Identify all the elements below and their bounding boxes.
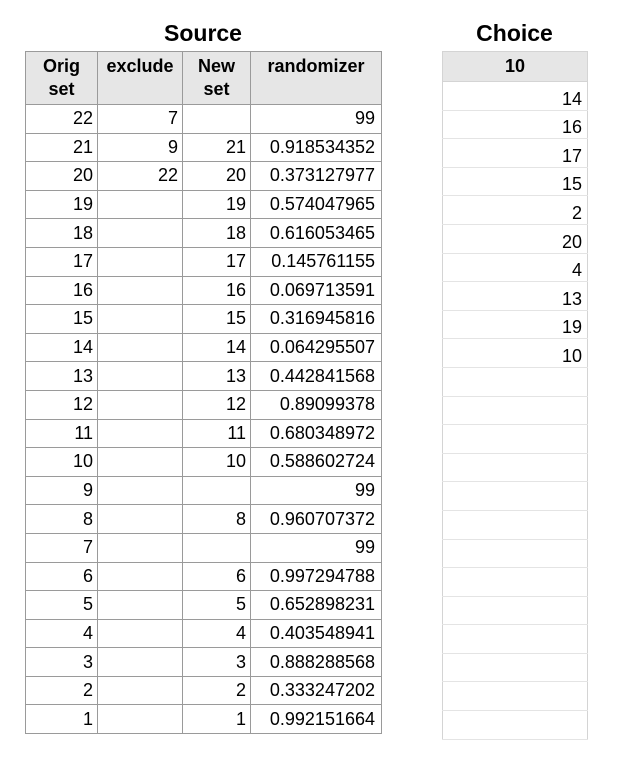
choice-cell[interactable] bbox=[443, 482, 588, 511]
orig-set-cell[interactable]: 3 bbox=[26, 648, 98, 677]
randomizer-cell[interactable]: 0.403548941 bbox=[251, 619, 382, 648]
header-randomizer[interactable]: randomizer bbox=[251, 52, 382, 105]
orig-set-cell[interactable]: 21 bbox=[26, 133, 98, 162]
randomizer-cell[interactable]: 0.960707372 bbox=[251, 505, 382, 534]
choice-cell[interactable] bbox=[443, 596, 588, 625]
table-row bbox=[443, 282, 588, 311]
orig-set-cell[interactable]: 22 bbox=[26, 105, 98, 134]
choice-cell[interactable] bbox=[443, 396, 588, 425]
exclude-cell[interactable] bbox=[98, 419, 183, 448]
orig-set-cell[interactable]: 20 bbox=[26, 162, 98, 191]
table-row bbox=[26, 533, 382, 562]
exclude-cell[interactable] bbox=[98, 390, 183, 419]
table-row bbox=[443, 339, 588, 368]
randomizer-cell[interactable]: 0.333247202 bbox=[251, 676, 382, 705]
randomizer-cell[interactable]: 0.064295507 bbox=[251, 333, 382, 362]
exclude-cell[interactable] bbox=[98, 247, 183, 276]
choice-cell[interactable]: 17 bbox=[443, 139, 588, 168]
table-row bbox=[443, 539, 588, 568]
new-set-cell[interactable]: 21 bbox=[183, 133, 251, 162]
table-row bbox=[26, 648, 382, 677]
choice-cell[interactable] bbox=[443, 453, 588, 482]
randomizer-cell[interactable]: 0.89099378 bbox=[251, 390, 382, 419]
new-set-cell[interactable]: 10 bbox=[183, 448, 251, 477]
orig-set-cell[interactable]: 7 bbox=[26, 533, 98, 562]
randomizer-cell[interactable]: 99 bbox=[251, 533, 382, 562]
table-row bbox=[26, 219, 382, 248]
randomizer-cell[interactable]: 0.652898231 bbox=[251, 591, 382, 620]
choice-cell[interactable] bbox=[443, 539, 588, 568]
randomizer-cell[interactable]: 0.888288568 bbox=[251, 648, 382, 677]
new-set-cell[interactable]: 11 bbox=[183, 419, 251, 448]
table-row bbox=[443, 224, 588, 253]
orig-set-cell[interactable]: 6 bbox=[26, 562, 98, 591]
choice-cell[interactable]: 13 bbox=[443, 282, 588, 311]
orig-set-cell[interactable]: 10 bbox=[26, 448, 98, 477]
new-set-cell[interactable]: 17 bbox=[183, 247, 251, 276]
source-table bbox=[25, 51, 382, 734]
randomizer-cell[interactable]: 0.373127977 bbox=[251, 162, 382, 191]
table-row bbox=[26, 390, 382, 419]
table-row bbox=[26, 162, 382, 191]
source-title: Source bbox=[164, 20, 242, 46]
orig-set-cell[interactable]: 5 bbox=[26, 591, 98, 620]
table-row bbox=[443, 396, 588, 425]
choice-cell[interactable] bbox=[443, 682, 588, 711]
new-set-cell[interactable]: 1 bbox=[183, 705, 251, 734]
randomizer-cell[interactable]: 0.442841568 bbox=[251, 362, 382, 391]
randomizer-cell[interactable]: 99 bbox=[251, 105, 382, 134]
table-row bbox=[443, 625, 588, 654]
randomizer-cell[interactable]: 0.069713591 bbox=[251, 276, 382, 305]
table-row bbox=[26, 362, 382, 391]
exclude-cell[interactable] bbox=[98, 648, 183, 677]
table-row bbox=[443, 167, 588, 196]
table-row bbox=[443, 653, 588, 682]
exclude-cell[interactable] bbox=[98, 362, 183, 391]
choice-cell[interactable]: 10 bbox=[443, 339, 588, 368]
table-row bbox=[443, 682, 588, 711]
randomizer-cell[interactable]: 0.588602724 bbox=[251, 448, 382, 477]
header-orig-set[interactable]: Orig set bbox=[26, 52, 98, 105]
randomizer-cell[interactable]: 0.574047965 bbox=[251, 190, 382, 219]
new-set-cell[interactable]: 5 bbox=[183, 591, 251, 620]
new-set-cell[interactable]: 14 bbox=[183, 333, 251, 362]
choice-cell[interactable]: 15 bbox=[443, 167, 588, 196]
table-row bbox=[26, 591, 382, 620]
table-row bbox=[443, 253, 588, 282]
header-exclude[interactable]: exclude bbox=[98, 52, 183, 105]
new-set-cell[interactable]: 18 bbox=[183, 219, 251, 248]
header-new-set[interactable]: New set bbox=[183, 52, 251, 105]
table-row bbox=[26, 133, 382, 162]
table-row bbox=[443, 196, 588, 225]
choice-cell[interactable] bbox=[443, 625, 588, 654]
table-row bbox=[443, 425, 588, 454]
table-row bbox=[443, 139, 588, 168]
choice-cell[interactable] bbox=[443, 653, 588, 682]
orig-set-cell[interactable]: 1 bbox=[26, 705, 98, 734]
choice-body bbox=[443, 82, 588, 740]
exclude-cell[interactable] bbox=[98, 305, 183, 334]
table-row bbox=[443, 568, 588, 597]
choice-cell[interactable]: 14 bbox=[443, 82, 588, 111]
orig-set-cell[interactable]: 19 bbox=[26, 190, 98, 219]
randomizer-cell[interactable]: 0.316945816 bbox=[251, 305, 382, 334]
orig-set-cell[interactable]: 15 bbox=[26, 305, 98, 334]
orig-set-cell[interactable]: 17 bbox=[26, 247, 98, 276]
table-row bbox=[26, 448, 382, 477]
table-row bbox=[26, 619, 382, 648]
exclude-cell[interactable] bbox=[98, 591, 183, 620]
choice-cell[interactable] bbox=[443, 425, 588, 454]
choice-cell[interactable] bbox=[443, 510, 588, 539]
table-row bbox=[26, 419, 382, 448]
exclude-cell[interactable]: 22 bbox=[98, 162, 183, 191]
exclude-cell[interactable]: 7 bbox=[98, 105, 183, 134]
choice-cell[interactable]: 16 bbox=[443, 110, 588, 139]
orig-set-cell[interactable]: 2 bbox=[26, 676, 98, 705]
table-row bbox=[443, 596, 588, 625]
exclude-cell[interactable] bbox=[98, 676, 183, 705]
new-set-cell[interactable] bbox=[183, 105, 251, 134]
exclude-cell[interactable] bbox=[98, 190, 183, 219]
table-row bbox=[26, 105, 382, 134]
choice-cell[interactable] bbox=[443, 367, 588, 396]
orig-set-cell[interactable]: 13 bbox=[26, 362, 98, 391]
table-row bbox=[443, 482, 588, 511]
randomizer-cell[interactable]: 0.997294788 bbox=[251, 562, 382, 591]
orig-set-cell[interactable]: 12 bbox=[26, 390, 98, 419]
choice-cell[interactable] bbox=[443, 711, 588, 740]
orig-set-cell[interactable]: 8 bbox=[26, 505, 98, 534]
orig-set-cell[interactable]: 4 bbox=[26, 619, 98, 648]
table-row bbox=[26, 505, 382, 534]
exclude-cell[interactable] bbox=[98, 533, 183, 562]
exclude-cell[interactable] bbox=[98, 705, 183, 734]
choice-cell[interactable]: 19 bbox=[443, 310, 588, 339]
table-row bbox=[443, 367, 588, 396]
choice-title: Choice bbox=[476, 20, 553, 46]
exclude-cell[interactable] bbox=[98, 333, 183, 362]
exclude-cell[interactable] bbox=[98, 276, 183, 305]
new-set-cell[interactable]: 20 bbox=[183, 162, 251, 191]
orig-set-cell[interactable]: 14 bbox=[26, 333, 98, 362]
table-row bbox=[26, 705, 382, 734]
randomizer-cell[interactable]: 99 bbox=[251, 476, 382, 505]
table-row bbox=[26, 247, 382, 276]
orig-set-cell[interactable]: 16 bbox=[26, 276, 98, 305]
orig-set-cell[interactable]: 9 bbox=[26, 476, 98, 505]
new-set-cell[interactable]: 8 bbox=[183, 505, 251, 534]
new-set-cell[interactable]: 13 bbox=[183, 362, 251, 391]
choice-header-row bbox=[443, 52, 588, 82]
new-set-cell[interactable]: 2 bbox=[183, 676, 251, 705]
choice-cell[interactable] bbox=[443, 568, 588, 597]
randomizer-cell[interactable]: 0.680348972 bbox=[251, 419, 382, 448]
new-set-cell[interactable] bbox=[183, 476, 251, 505]
exclude-cell[interactable] bbox=[98, 219, 183, 248]
new-set-cell[interactable]: 3 bbox=[183, 648, 251, 677]
source-header-row bbox=[26, 52, 382, 105]
table-row bbox=[26, 476, 382, 505]
randomizer-cell[interactable]: 0.616053465 bbox=[251, 219, 382, 248]
new-set-cell[interactable]: 4 bbox=[183, 619, 251, 648]
exclude-cell[interactable] bbox=[98, 562, 183, 591]
new-set-cell[interactable]: 12 bbox=[183, 390, 251, 419]
table-row bbox=[26, 676, 382, 705]
choice-cell[interactable]: 4 bbox=[443, 253, 588, 282]
exclude-cell[interactable] bbox=[98, 476, 183, 505]
new-set-cell[interactable]: 15 bbox=[183, 305, 251, 334]
table-row bbox=[443, 453, 588, 482]
new-set-cell[interactable] bbox=[183, 533, 251, 562]
table-row bbox=[26, 562, 382, 591]
orig-set-cell[interactable]: 11 bbox=[26, 419, 98, 448]
choice-cell[interactable]: 2 bbox=[443, 196, 588, 225]
orig-set-cell[interactable]: 18 bbox=[26, 219, 98, 248]
randomizer-cell[interactable]: 0.145761155 bbox=[251, 247, 382, 276]
choice-header-cell[interactable]: 10 bbox=[443, 52, 588, 82]
choice-cell[interactable]: 20 bbox=[443, 224, 588, 253]
table-row bbox=[443, 82, 588, 111]
table-row bbox=[443, 310, 588, 339]
table-row bbox=[26, 333, 382, 362]
new-set-cell[interactable]: 19 bbox=[183, 190, 251, 219]
table-row bbox=[443, 110, 588, 139]
exclude-cell[interactable]: 9 bbox=[98, 133, 183, 162]
table-row bbox=[26, 276, 382, 305]
new-set-cell[interactable]: 16 bbox=[183, 276, 251, 305]
source-body bbox=[26, 105, 382, 734]
table-row bbox=[443, 711, 588, 740]
new-set-cell[interactable]: 6 bbox=[183, 562, 251, 591]
table-row bbox=[26, 305, 382, 334]
table-row bbox=[443, 510, 588, 539]
choice-table bbox=[442, 51, 588, 740]
table-row bbox=[26, 190, 382, 219]
exclude-cell[interactable] bbox=[98, 448, 183, 477]
randomizer-cell[interactable]: 0.918534352 bbox=[251, 133, 382, 162]
exclude-cell[interactable] bbox=[98, 619, 183, 648]
exclude-cell[interactable] bbox=[98, 505, 183, 534]
randomizer-cell[interactable]: 0.992151664 bbox=[251, 705, 382, 734]
